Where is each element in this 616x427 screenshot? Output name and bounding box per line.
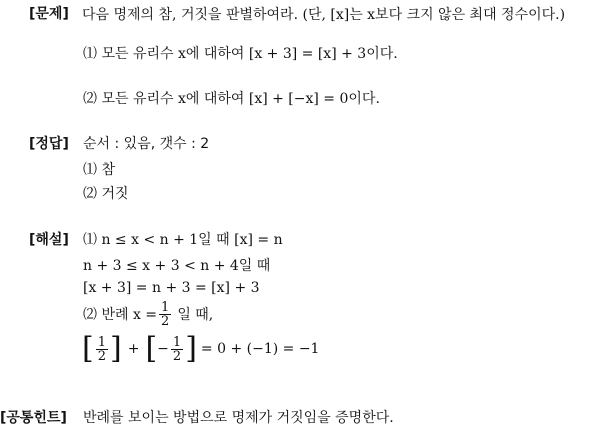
problem-item-2: ⑵ 모든 유리수 x에 대하여 [x] + [−x] = 0이다. xyxy=(83,91,380,107)
fraction xyxy=(96,336,108,363)
right-bracket: ] xyxy=(110,331,122,366)
solution-line-4-prefix: ⑵ 반례 x = xyxy=(83,307,158,323)
solution-line-2: n + 3 ≤ x + 3 < n + 4일 때 xyxy=(83,258,271,274)
solution-tag: [해설] xyxy=(29,232,69,248)
minus-sign: − xyxy=(157,341,169,357)
solution-line-4 xyxy=(83,296,213,332)
fraction-denominator: 2 xyxy=(161,313,170,329)
fraction-denominator: 2 xyxy=(172,348,182,364)
problem-statement: 다음 명제의 참, 거짓을 판별하여라. (단, [x]는 x보다 크지 않은 최대 정수이다.) xyxy=(82,7,566,23)
fraction-numerator: 1 xyxy=(97,334,106,350)
hint-text: 반례를 보이는 방법으로 명제가 거짓임을 증명한다. xyxy=(83,410,394,426)
solution-line-5-rest: = 0 + (−1) = −1 xyxy=(200,341,320,357)
hint-tag: [공통힌트] xyxy=(0,410,67,426)
fraction-denominator: 2 xyxy=(97,348,106,364)
left-bracket: [ xyxy=(145,331,158,366)
answer-tag: [정답] xyxy=(29,136,69,152)
answer-line-3: ⑵ 거짓 xyxy=(83,186,129,202)
problem-tag: [문제] xyxy=(29,6,69,22)
fraction xyxy=(159,301,171,328)
left-bracket: [ xyxy=(82,331,94,366)
solution-line-5 xyxy=(82,330,319,368)
solution-line-3: [x + 3] = n + 3 = [x] + 3 xyxy=(83,280,260,296)
solution-line-4-suffix: 일 때, xyxy=(177,307,214,323)
solution-line-1: ⑴ n ≤ x < n + 1일 때 [x] = n xyxy=(83,232,283,248)
fraction-numerator: 1 xyxy=(172,334,182,350)
fraction-numerator: 1 xyxy=(161,299,170,315)
fraction xyxy=(171,336,183,363)
plus-sign: + xyxy=(127,341,140,357)
answer-line-1: 순서 : 있음, 갯수 : 2 xyxy=(83,136,210,152)
answer-line-2: ⑴ 참 xyxy=(83,162,115,178)
problem-item-1: ⑴ 모든 유리수 x에 대하여 [x + 3] = [x] + 3이다. xyxy=(83,46,398,62)
right-bracket: ] xyxy=(185,331,197,366)
